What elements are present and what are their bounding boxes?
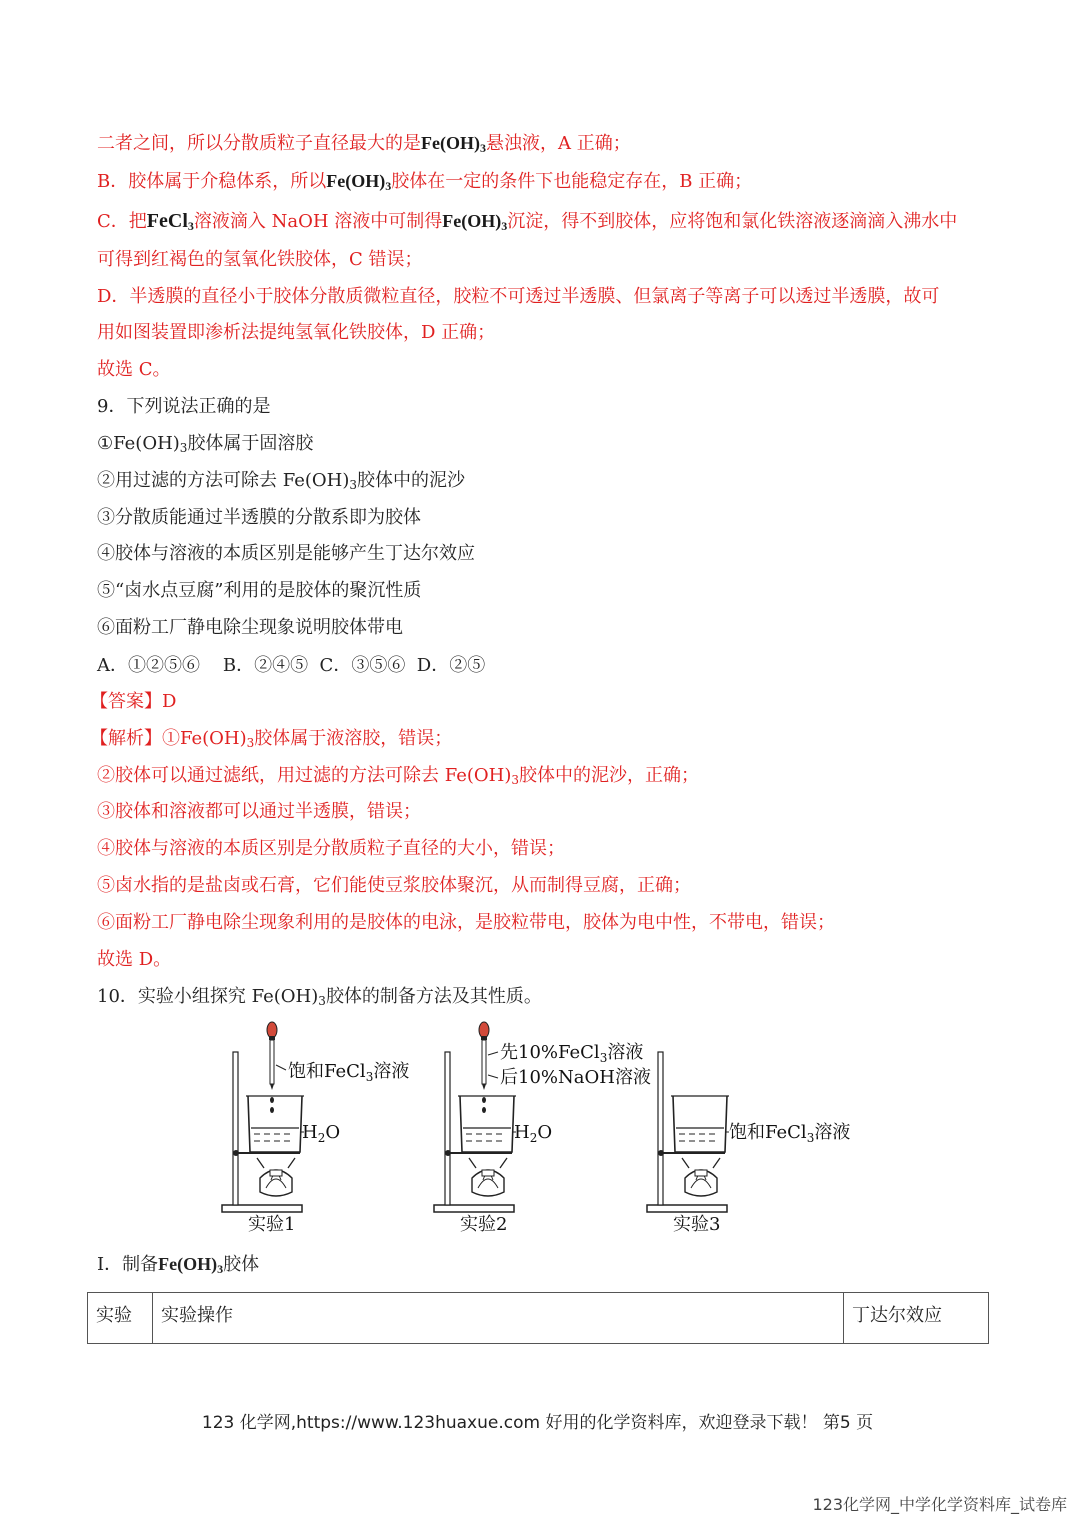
question-9-title: 9．下列说法正确的是 [97,396,271,417]
table-header-cell: 实验 [88,1293,153,1344]
exp1-liquid-label: $H_2O$ [302,1122,341,1145]
experiment-table [87,1292,989,1344]
option-4: ④胶体与溶液的本质区别是能够产生丁达尔效应 [97,543,475,564]
chem-formula: FeCl$_3$ [146,210,194,233]
exp2-liquid-label: $H_2O$ [514,1122,553,1145]
explanation-line-5: D．半透膜的直径小于胶体分散质微粒直径，胶粒不可透过半透膜、但氯离子等离子可以透过半透膜，故可 [97,286,940,307]
experiment-3 [647,1052,850,1235]
chem-formula: $Fe(OH)_3$ [158,1254,224,1276]
table-header-cell: 实验操作 [153,1293,844,1344]
option-2: ②用过滤的方法可除去 $Fe(OH)_3$胶体中的泥沙 [97,470,466,492]
explanation-line-4: 可得到红褐色的氢氧化铁胶体，C 错误； [97,249,423,270]
chem-formula: $Fe(OH)_3$ [442,211,508,233]
explanation-line-3: C．把FeCl$_3$溶液滴入 NaOH 溶液中可制得$Fe(OH)_3$沉淀，得不到胶体，应将饱和氯化铁溶液逐滴滴入沸水中 [97,210,958,233]
answer-choices: A．①②⑤⑥ B．②④⑤ C．③⑤⑥ D．②⑤ [97,655,486,676]
explanation-line-1: 二者之间，所以分散质粒子直径最大的是$Fe(OH)_3$悬浊液，A 正确； [97,133,631,155]
table-header-cell: 丁达尔效应 [844,1293,989,1344]
analysis-2: ②胶体可以通过滤纸，用过滤的方法可除去 $Fe(OH)_3$胶体中的泥沙，正确； [97,765,700,787]
exp2-caption: 实验2 [460,1214,508,1235]
explanation-line-6: 用如图装置即渗析法提纯氢氧化铁胶体，D 正确； [97,322,496,343]
option-5: ⑤“卤水点豆腐”利用的是胶体的聚沉性质 [97,580,422,601]
experiment-apparatus-figure [200,1020,880,1240]
section-1-title: I．制备$Fe(OH)_3$胶体 [97,1254,260,1276]
analysis-3: ③胶体和溶液都可以通过半透膜，错误； [97,801,421,822]
explanation-line-2: B．胶体属于介稳体系，所以$Fe(OH)_3$胶体在一定的条件下也能稳定存在，B 正确； [97,171,753,193]
exp1-caption: 实验1 [248,1214,296,1235]
analysis-1: 【解析】$①Fe(OH)_3$胶体属于液溶胶，错误； [90,728,453,750]
chem-formula: $Fe(OH)_3$ [421,133,486,155]
exp1-reagent-label: 饱和FeCl$_3$溶液 [288,1061,410,1084]
question-10-title: 10．实验小组探究 $Fe(OH)_3$胶体的制备方法及其性质。 [97,986,542,1008]
page-footer: 123 化学网,https://www.123huaxue.com 好用的化学资料库，欢迎登录下载！ 第5 页 [201,1413,874,1433]
exp3-caption: 实验3 [673,1214,721,1235]
experiment-1 [222,1022,409,1235]
analysis-5: ⑤卤水指的是盐卤或石膏，它们能使豆浆胶体聚沉，从而制得豆腐，正确； [97,875,691,896]
table-header-row [88,1293,989,1344]
analysis-4: ④胶体与溶液的本质区别是分散质粒子直径的大小，错误； [97,838,565,859]
option-1: $①Fe(OH)_3$胶体属于固溶胶 [97,433,314,455]
answer: 【答案】D [90,691,177,712]
option-3: ③分散质能通过半透膜的分散系即为胶体 [97,507,421,528]
analysis-6: ⑥面粉工厂静电除尘现象利用的是胶体的电泳，是胶粒带电，胶体为电中性，不带电，错误； [97,912,835,933]
chem-formula: $Fe(OH)_3$ [326,171,392,193]
exp3-liquid-label: 饱和FeCl$_3$溶液 [729,1122,851,1145]
option-6: ⑥面粉工厂静电除尘现象说明胶体带电 [97,617,403,638]
watermark: 123化学网_中学化学资料库_试卷库 [812,1495,1067,1514]
exp2-reagent2-label: 后10%NaOH溶液 [500,1067,651,1088]
explanation-line-7: 故选 C。 [97,359,171,380]
experiment-2 [434,1022,651,1235]
analysis-7: 故选 D。 [97,949,172,970]
exp2-reagent1-label: 先10%FeCl$_3$溶液 [500,1042,644,1065]
